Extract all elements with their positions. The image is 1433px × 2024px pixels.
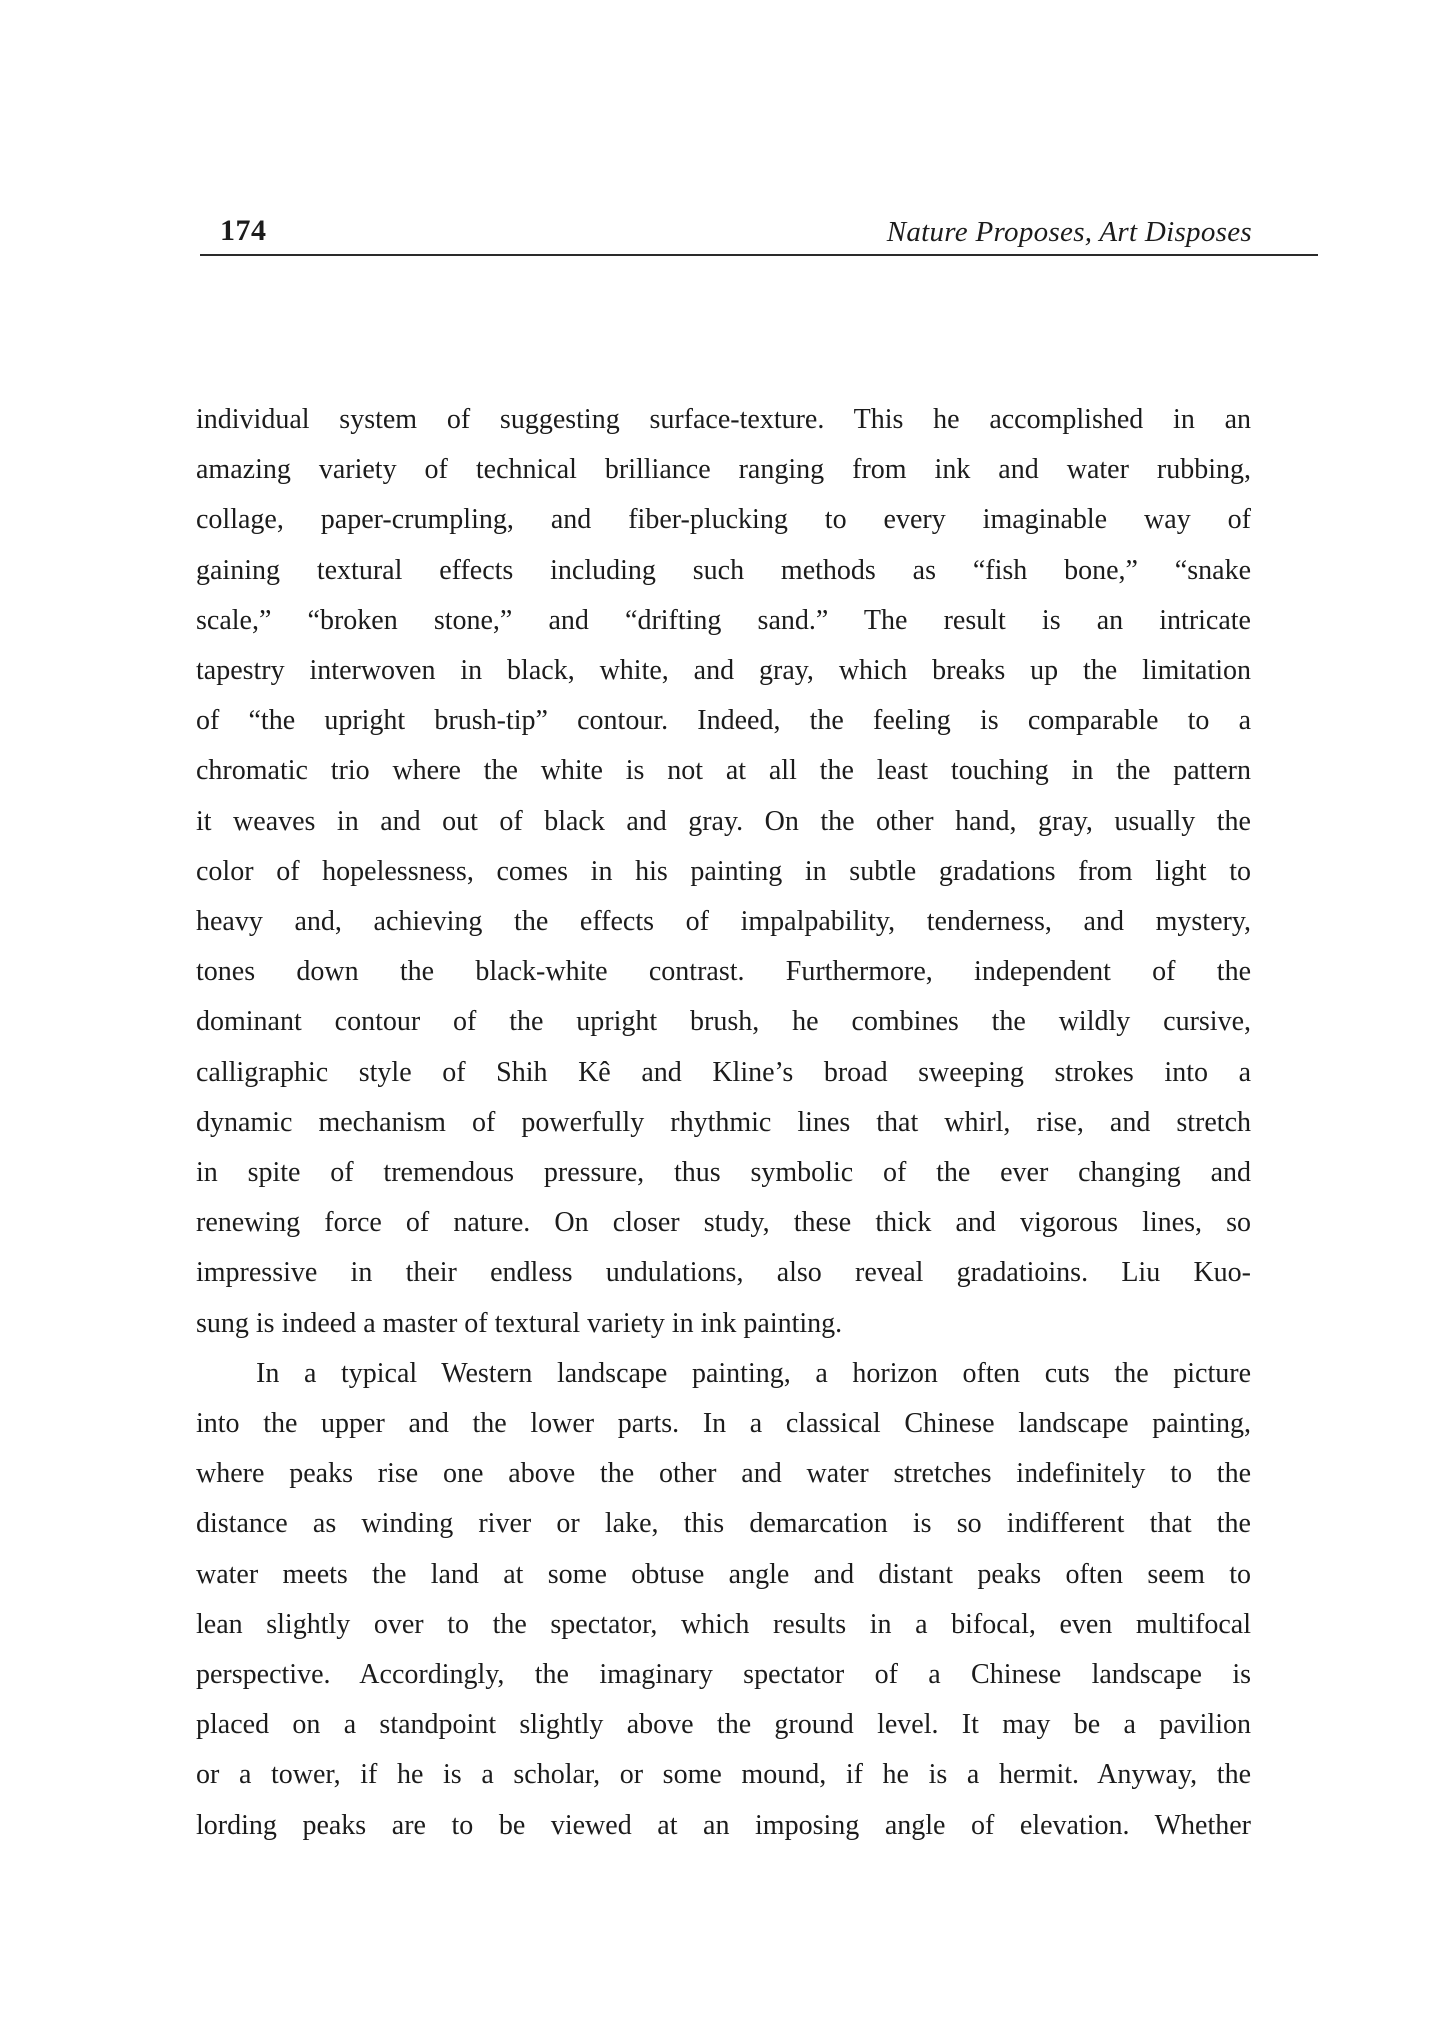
text-line: chromatic trio where the white is not at all the least touching in the pattern — [196, 755, 1251, 787]
text-line: individual system of suggesting surface-texture. This he accomplished in an — [196, 404, 1251, 435]
text-line: tones down the black-white contrast. Furthermore, independent of the — [196, 956, 1251, 988]
text-line: distance as winding river or lake, this demarcation is so indifferent that the — [196, 1508, 1251, 1540]
text-line: amazing variety of technical brilliance ranging from ink and water rubbing, — [196, 454, 1251, 486]
page-number: 174 — [220, 214, 267, 247]
text-line: water meets the land at some obtuse angle and distant peaks often seem to — [196, 1558, 1251, 1590]
text-line: calligraphic style of Shih Kê and Kline’s broad sweeping strokes into a — [196, 1056, 1251, 1088]
text-line: collage, paper-crumpling, and fiber-plucking to every imaginable way of — [196, 504, 1251, 536]
text-line: where peaks rise one above the other and water stretches indefinitely to the — [196, 1458, 1251, 1490]
text-line: scale,” “broken stone,” and “drifting sand.” The result is an intricate — [196, 604, 1251, 636]
text-line: of “the upright brush-tip” contour. Indeed, the feeling is comparable to a — [196, 705, 1251, 737]
text-line: perspective. Accordingly, the imaginary spectator of a Chinese landscape is — [196, 1659, 1251, 1691]
text-line: dynamic mechanism of powerfully rhythmic lines that whirl, rise, and stretch — [196, 1106, 1251, 1138]
text-line: color of hopelessness, comes in his painting in subtle gradations from light to — [196, 855, 1251, 887]
text-line: dominant contour of the upright brush, he combines the wildly cursive, — [196, 1006, 1251, 1038]
text-line: impressive in their endless undulations, also reveal gradatioins. Liu Kuo- — [196, 1257, 1251, 1289]
text-line: lording peaks are to be viewed at an imposing angle of elevation. Whether — [196, 1809, 1251, 1841]
running-header — [200, 210, 1318, 256]
text-line: renewing force of nature. On closer study, these thick and vigorous lines, so — [196, 1207, 1251, 1239]
text-line: in spite of tremendous pressure, thus symbolic of the ever changing and — [196, 1157, 1251, 1189]
running-title: Nature Proposes, Art Disposes — [886, 216, 1252, 248]
text-line: In a typical Western landscape painting, a horizon often cuts the picture — [256, 1357, 1251, 1389]
text-line: lean slightly over to the spectator, which results in a bifocal, even multifocal — [196, 1608, 1251, 1640]
body-text — [196, 395, 1251, 1851]
text-line: gaining textural effects including such methods as “fish bone,” “snake — [196, 554, 1251, 586]
text-line: placed on a standpoint slightly above the ground level. It may be a pavilion — [196, 1709, 1251, 1741]
text-line: it weaves in and out of black and gray. On the other hand, gray, usually the — [196, 805, 1251, 837]
text-line: heavy and, achieving the effects of impalpability, tenderness, and mystery, — [196, 906, 1251, 938]
text-line: tapestry interwoven in black, white, and gray, which breaks up the limitation — [196, 655, 1251, 687]
text-line: into the upper and the lower parts. In a classical Chinese landscape painting, — [196, 1408, 1251, 1440]
text-line: sung is indeed a master of textural variety in ink painting. — [196, 1307, 843, 1339]
text-line: or a tower, if he is a scholar, or some mound, if he is a hermit. Anyway, the — [196, 1759, 1251, 1791]
